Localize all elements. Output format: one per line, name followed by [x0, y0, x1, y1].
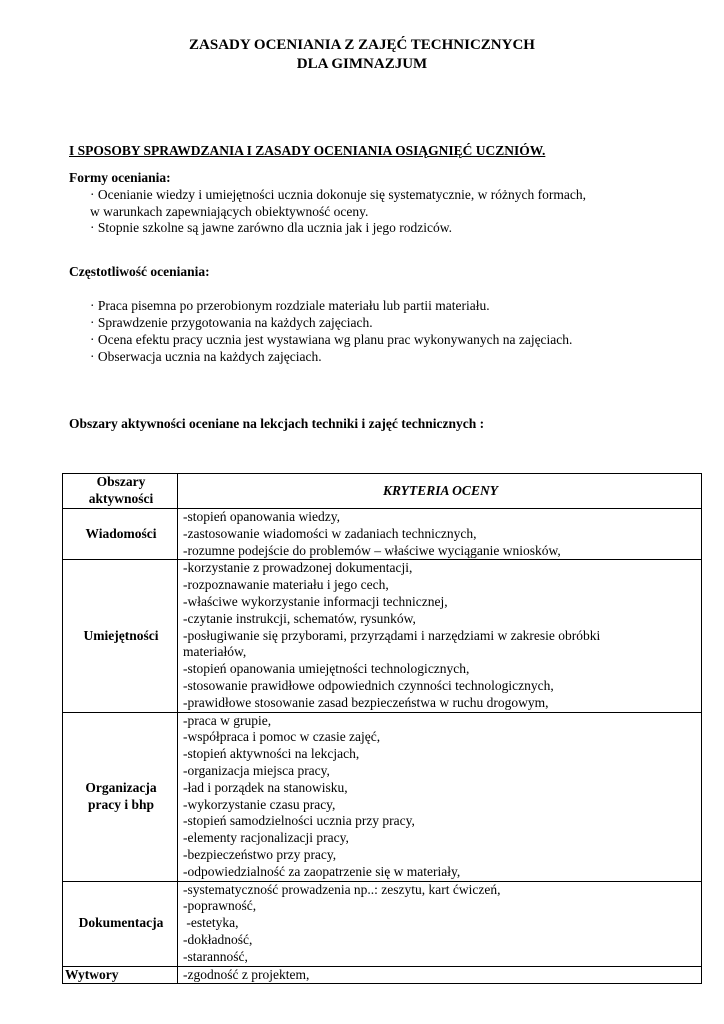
table-row: [63, 966, 702, 984]
criteria-item: -korzystanie z prowadzonej dokumentacji,: [183, 560, 413, 576]
criteria-item: -zastosowanie wiadomości w zadaniach technicznych,: [183, 525, 477, 541]
area-wytwory: Wytwory: [63, 966, 178, 984]
obszary-heading: Obszary aktywności oceniane na lekcjach techniki i zajęć technicznych :: [69, 416, 485, 431]
criteria-item: -estetyka,: [183, 915, 239, 931]
criteria-item: -wykorzystanie czasu pracy,: [183, 796, 336, 812]
criteria-item: -elementy racjonalizacji pracy,: [183, 830, 349, 846]
header-area-line: Obszary: [96, 474, 146, 490]
criteria-item: -stosowanie prawidłowe odpowiednich czynności technologicznych,: [183, 677, 554, 693]
criteria-item: -posługiwanie się przyborami, przyrządami i narzędziami w zakresie obróbki: [183, 627, 601, 643]
criteria-cell: [178, 881, 702, 966]
criteria-item: -rozumne podejście do problemów – właściwe wyciąganie wniosków,: [183, 542, 561, 558]
table-row: [63, 560, 702, 712]
czestotliwosc-label: Częstotliwość oceniania:: [69, 264, 210, 279]
criteria-item: -właściwe wykorzystanie informacji technicznej,: [183, 593, 448, 609]
criteria-item: -systematyczność prowadzenia np..: zeszytu, kart ćwiczeń,: [183, 881, 501, 897]
criteria-item: -stopień opanowania umiejętności technologicznych,: [183, 661, 470, 677]
criteria-cell: [178, 712, 702, 881]
criteria-item: -organizacja miejsca pracy,: [183, 762, 330, 778]
criteria-item: -rozpoznawanie materiału i jego cech,: [183, 577, 389, 593]
table-row: [63, 881, 702, 966]
criteria-item: -praca w grupie,: [183, 712, 272, 728]
formy-line: · Ocenianie wiedzy i umiejętności ucznia dokonuje się systematycznie, w różnych formach,: [90, 187, 586, 202]
criteria-item: -prawidłowe stosowanie zasad bezpieczeństwa w ruchu drogowym,: [183, 694, 549, 710]
area-line: pracy i bhp: [87, 796, 155, 812]
area-line: Organizacja: [85, 779, 157, 795]
title-line-2: DLA GIMNAZJUM: [296, 56, 428, 72]
criteria-item: -stopień aktywności na lekcjach,: [183, 746, 360, 762]
formy-label: Formy oceniania:: [69, 170, 171, 185]
czestotliwosc-line: · Praca pisemna po przerobionym rozdziale materiału lub partii materiału.: [90, 298, 490, 313]
header-area: [63, 474, 178, 509]
title-line-1: ZASADY OCENIANIA Z ZAJĘĆ TECHNICZNYCH: [189, 37, 535, 53]
criteria-item: -stopień samodzielności ucznia przy pracy,: [183, 813, 415, 829]
area-organizacja: [63, 712, 178, 881]
criteria-cell: [178, 966, 702, 984]
criteria-item: -bezpieczeństwo przy pracy,: [183, 846, 337, 862]
formy-line: · Stopnie szkolne są jawne zarówno dla ucznia jak i jego rodziców.: [90, 220, 453, 235]
criteria-cell: [178, 509, 702, 560]
area-wiadomosci: Wiadomości: [63, 509, 178, 560]
table-row: [63, 509, 702, 560]
header-criteria: KRYTERIA OCENY: [178, 474, 702, 509]
criteria-item: materiałów,: [183, 644, 247, 660]
criteria-item: -czytanie instrukcji, schematów, rysunków,: [183, 610, 416, 626]
table-row: [63, 712, 702, 881]
czestotliwosc-line: · Ocena efektu pracy ucznia jest wystawiana wg planu prac wykonywanych na zajęciach.: [90, 332, 573, 347]
criteria-item: -zgodność z projektem,: [183, 966, 310, 982]
czestotliwosc-line: · Obserwacja ucznia na każdych zajęciach.: [90, 349, 322, 364]
criteria-item: -staranność,: [183, 948, 248, 964]
section-heading: I SPOSOBY SPRAWDZANIA I ZASADY OCENIANIA OSIĄGNIĘĆ UCZNIÓW.: [69, 143, 546, 158]
area-umiejetnosci: Umiejętności: [63, 560, 178, 712]
area-dokumentacja: Dokumentacja: [63, 881, 178, 966]
criteria-table: [62, 473, 702, 984]
criteria-item: -współpraca i pomoc w czasie zajęć,: [183, 729, 381, 745]
criteria-item: -poprawność,: [183, 898, 257, 914]
criteria-item: -ład i porządek na stanowisku,: [183, 779, 348, 795]
criteria-item: -stopień opanowania wiedzy,: [183, 509, 340, 524]
header-area-line: aktywności: [88, 491, 154, 506]
document-title: [0, 36, 724, 74]
criteria-item: -odpowiedzialność za zaopatrzenie się w materiały,: [183, 863, 461, 879]
table-header-row: [63, 474, 702, 509]
formy-line: w warunkach zapewniających obiektywność oceny.: [90, 204, 369, 219]
czestotliwosc-line: · Sprawdzenie przygotowania na każdych zajęciach.: [90, 315, 373, 330]
criteria-cell: [178, 560, 702, 712]
criteria-item: -dokładność,: [183, 931, 253, 947]
